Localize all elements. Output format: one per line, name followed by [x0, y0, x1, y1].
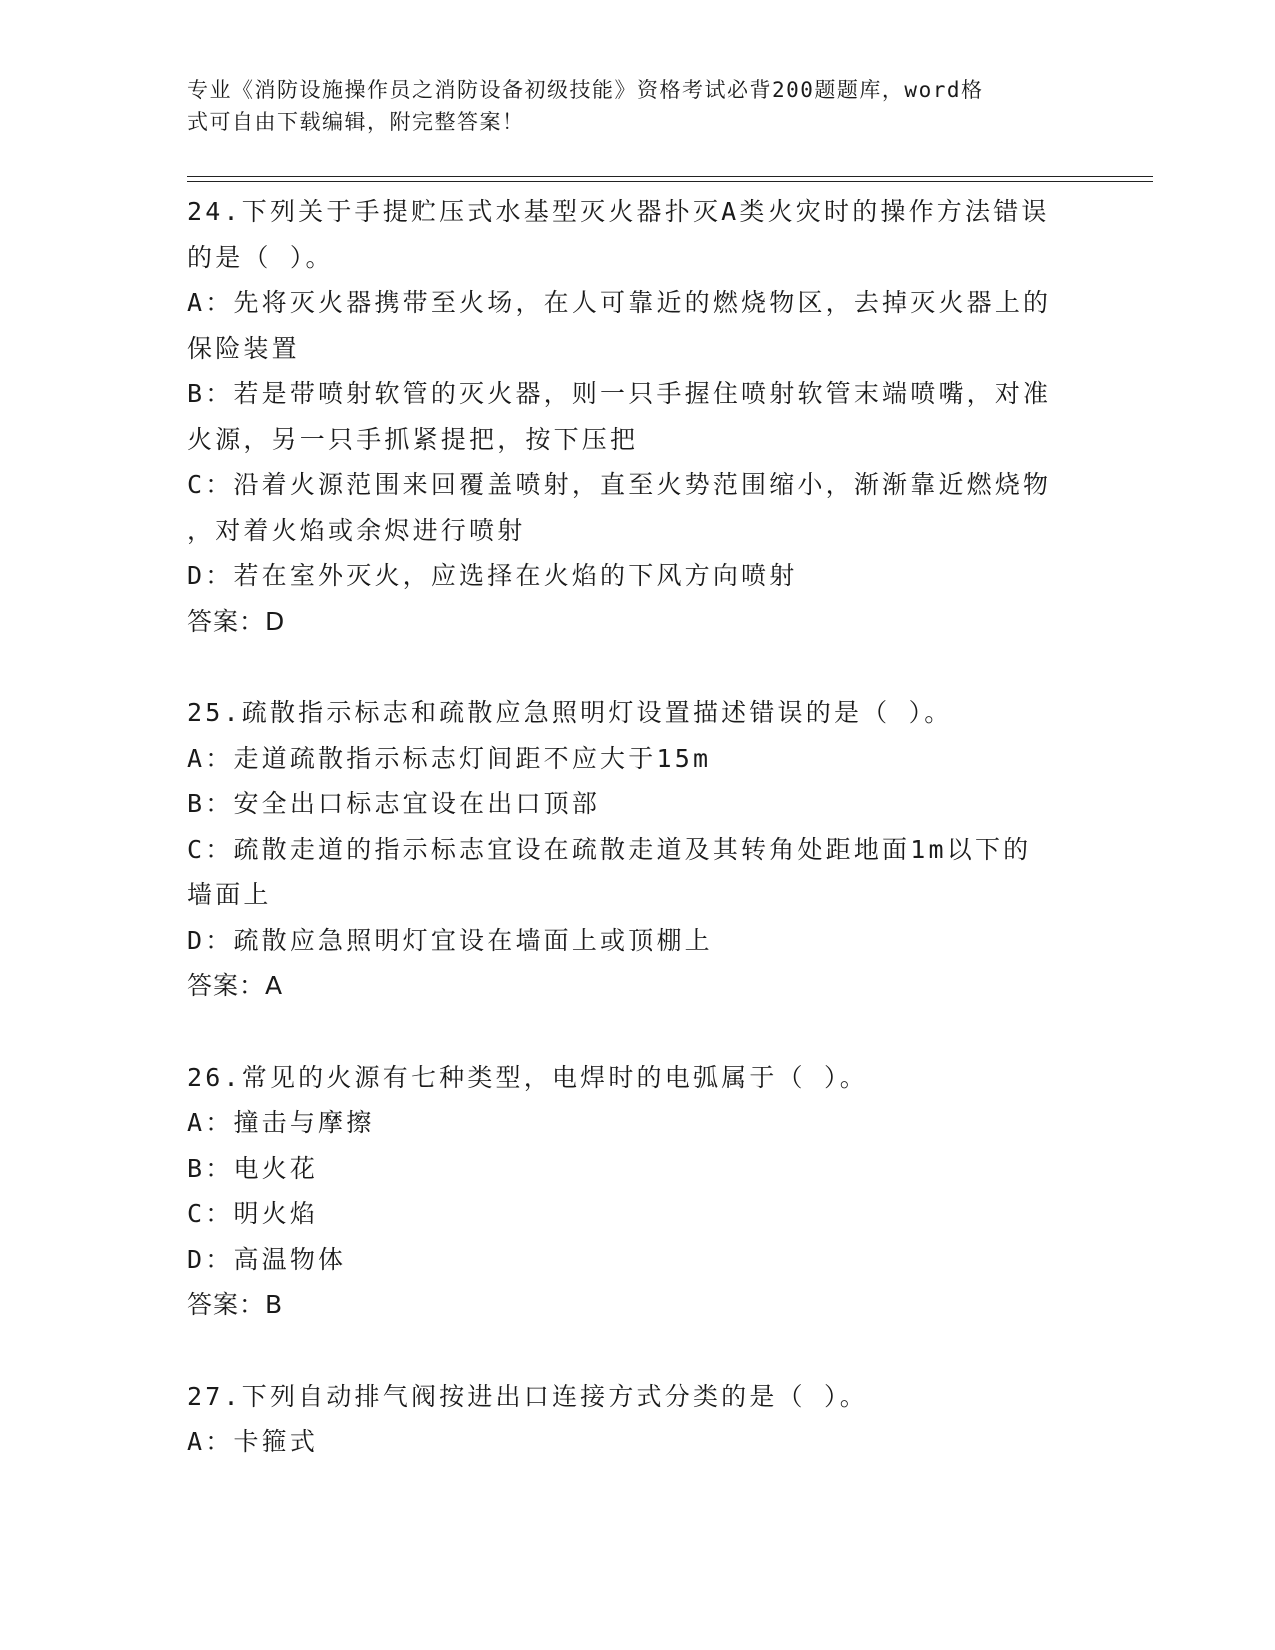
option-line: A：先将灭火器携带至火场，在人可靠近的燃烧物区，去掉灭火器上的 [187, 288, 1052, 317]
option-line: 保险装置 [187, 333, 300, 363]
option-line: A：卡箍式 [187, 1427, 319, 1456]
option-line: C：沿着火源范围来回覆盖喷射，直至火势范围缩小，渐渐靠近燃烧物 [187, 470, 1052, 499]
option-line: 墙面上 [187, 880, 272, 909]
header-line-2: 式可自由下载编辑，附完整答案！ [187, 110, 525, 134]
option-line: ，对着火焰或余烬进行喷射 [187, 515, 526, 545]
answer-label: 答案：B [187, 1290, 284, 1319]
option-line: D：疏散应急照明灯宜设在墙面上或顶棚上 [187, 925, 713, 955]
option-line: B：若是带喷射软管的灭火器，则一只手握住喷射软管末端喷嘴，对准 [187, 379, 1052, 408]
question-block [187, 189, 1087, 644]
question-stem-line: 25.疏散指示标志和疏散应急照明灯设置描述错误的是（ ）。 [187, 698, 953, 727]
document-header [187, 74, 1067, 138]
question-list [187, 189, 1087, 1511]
option-line: D：高温物体 [187, 1244, 347, 1274]
header-rule-top [187, 176, 1153, 177]
question-stem-line: 24.下列关于手提贮压式水基型灭火器扑灭A类火灾时的操作方法错误 [187, 197, 1050, 226]
option-line: C：明火焰 [187, 1199, 319, 1228]
answer-label: 答案：D [187, 606, 286, 636]
option-line: B：电火花 [187, 1153, 319, 1183]
option-line: A：走道疏散指示标志灯间距不应大于15m [187, 743, 712, 773]
header-rule-bottom [187, 181, 1153, 182]
option-line: 火源，另一只手抓紧提把，按下压把 [187, 424, 639, 454]
question-block [187, 1374, 1087, 1465]
answer-label: 答案：A [187, 971, 284, 1000]
option-line: C：疏散走道的指示标志宜设在疏散走道及其转角处距地面1m以下的 [187, 834, 1032, 864]
question-stem-line: 27.下列自动排气阀按进出口连接方式分类的是（ ）。 [187, 1381, 868, 1411]
header-line-1: 专业《消防设施操作员之消防设备初级技能》资格考试必背200题题库，word格 [187, 78, 984, 102]
option-line: B：安全出口标志宜设在出口顶部 [187, 789, 601, 818]
question-stem-line: 的是（ ）。 [187, 242, 334, 272]
option-line: D：若在室外灭火，应选择在火焰的下风方向喷射 [187, 561, 798, 590]
question-stem-line: 26.常见的火源有七种类型，电焊时的电弧属于（ ）。 [187, 1062, 868, 1092]
question-block [187, 690, 1087, 1009]
question-block [187, 1055, 1087, 1328]
option-line: A：撞击与摩擦 [187, 1108, 375, 1137]
